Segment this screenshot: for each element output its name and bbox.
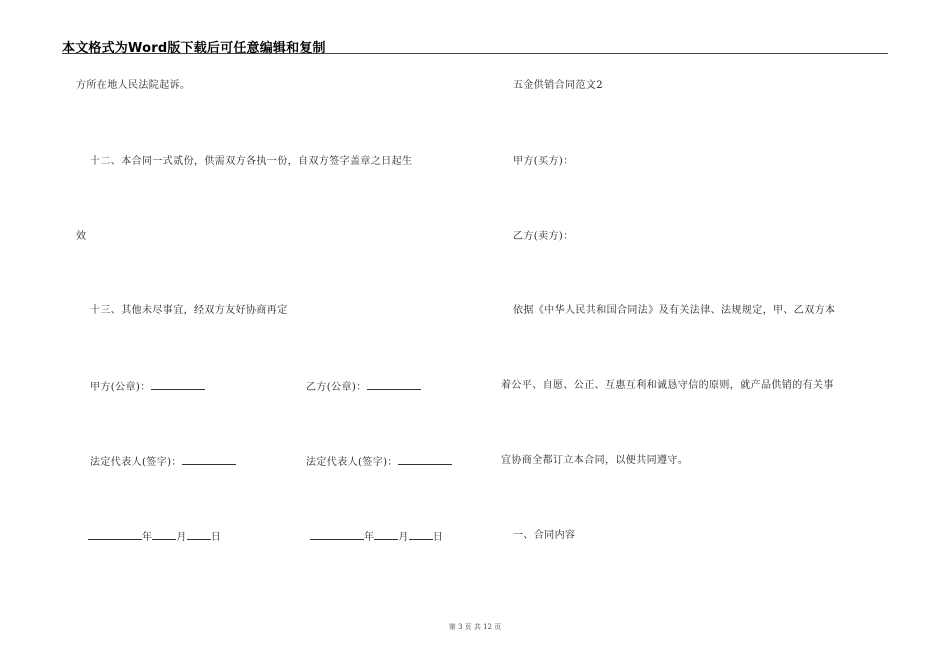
page-number-footer: 第 3 页 共 12 页 <box>448 623 502 631</box>
rep-a-row <box>90 455 236 469</box>
date-b-month-label: 月 <box>398 532 409 543</box>
seller-line: 乙方(卖方)： <box>513 231 574 242</box>
party-a-seal-row <box>90 380 205 394</box>
date-a-month-blank <box>152 530 176 540</box>
date-b-year-blank <box>310 530 364 540</box>
contract-template-title: 五金供销合同范文2 <box>513 80 603 91</box>
left-line-1: 方所在地人民法院起诉。 <box>76 80 191 91</box>
rep-a-blank <box>182 455 236 465</box>
preamble-line-3: 宜协商全都订立本合同，以便共同遵守。 <box>501 455 689 466</box>
date-b-day-blank <box>409 530 433 540</box>
date-a-year-blank <box>88 530 142 540</box>
header-divider <box>62 53 888 54</box>
party-b-seal-row <box>306 380 421 394</box>
date-row-b <box>310 530 443 544</box>
date-b-month-blank <box>374 530 398 540</box>
preamble-line-2: 着公平、自愿、公正、互惠互利和诚恳守信的原则，就产品供销的有关事 <box>501 380 834 391</box>
date-b-year-label: 年 <box>364 532 375 543</box>
rep-b-blank <box>398 455 452 465</box>
party-a-seal-label: 甲方(公章)： <box>90 382 151 393</box>
left-clause-13: 十三、其他未尽事宜，经双方友好协商再定 <box>90 305 288 316</box>
date-a-year-label: 年 <box>142 532 153 543</box>
buyer-line: 甲方(买方)： <box>513 156 574 167</box>
date-a-day-label: 日 <box>210 532 222 543</box>
preamble-line-1: 依据《中华人民共和国合同法》及有关法律、法规规定，甲、乙双方本 <box>513 305 836 316</box>
party-b-seal-label: 乙方(公章)： <box>306 382 367 393</box>
left-clause-12: 十二、本合同一式贰份，供需双方各执一份，自双方签字盖章之日起生 <box>90 156 413 167</box>
document-header-title: 本文格式为Word版下载后可任意编辑和复制 <box>62 41 326 56</box>
date-row-a <box>88 530 221 544</box>
party-a-seal-blank <box>151 380 205 390</box>
rep-a-label: 法定代表人(签字)： <box>90 457 182 468</box>
left-line-3: 效 <box>76 231 87 242</box>
date-a-month-label: 月 <box>176 532 187 543</box>
rep-b-label: 法定代表人(签字)： <box>306 457 398 468</box>
party-b-seal-blank <box>367 380 421 390</box>
date-b-day-label: 日 <box>432 532 444 543</box>
date-a-day-blank <box>187 530 211 540</box>
section-1-heading: 一、合同内容 <box>513 530 576 541</box>
rep-b-row <box>306 455 452 469</box>
